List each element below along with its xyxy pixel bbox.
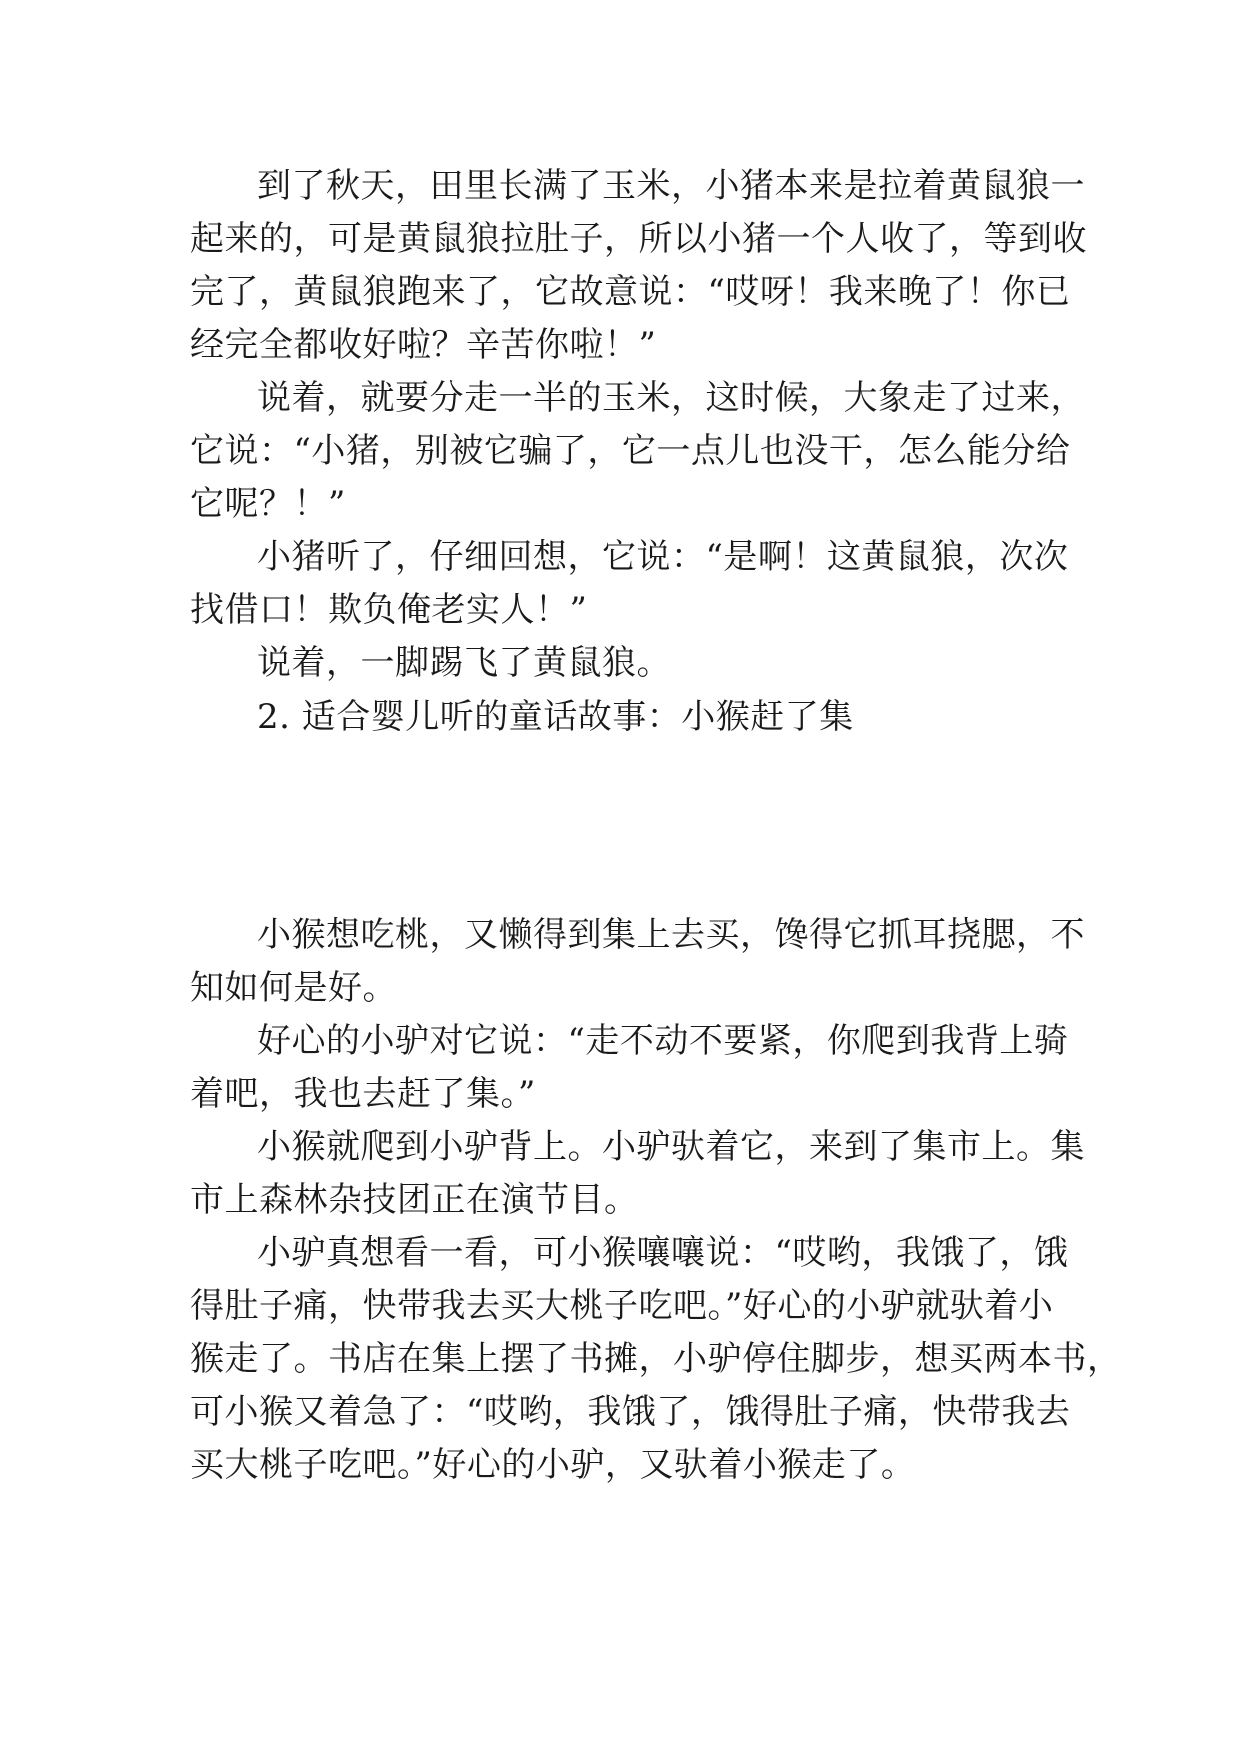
paragraph-line: 小猴想吃桃，又懒得到集上去买，馋得它抓耳挠腮，不 bbox=[257, 915, 1085, 955]
paragraph-line: 小猴就爬到小驴背上。小驴驮着它，来到了集市上。集 bbox=[257, 1127, 1085, 1167]
paragraph-line: 到了秋天，田里长满了玉米，小猪本来是拉着黄鼠狼一 bbox=[257, 166, 1085, 206]
paragraph-line: 小驴真想看一看，可小猴嚷嚷说：“哎哟，我饿了，饿 bbox=[257, 1233, 1069, 1273]
paragraph-line: 得肚子痛，快带我去买大桃子吃吧。”好心的小驴就驮着小 bbox=[190, 1286, 1054, 1326]
paragraph-line: 买大桃子吃吧。”好心的小驴，又驮着小猴走了。 bbox=[190, 1445, 916, 1485]
paragraph-line: 它呢？！” bbox=[190, 484, 346, 524]
story-heading: 2. 适合婴儿听的童话故事：小猴赶了集 bbox=[257, 697, 854, 737]
paragraph-line: 完了，黄鼠狼跑来了，它故意说：“哎呀！我来晚了！你已 bbox=[190, 272, 1071, 312]
paragraph-line: 知如何是好。 bbox=[190, 968, 397, 1008]
paragraph-line: 找借口！欺负俺老实人！” bbox=[190, 590, 588, 630]
paragraph-line: 着吧，我也去赶了集。” bbox=[190, 1074, 536, 1114]
paragraph-line: 经完全都收好啦？辛苦你啦！” bbox=[190, 325, 657, 365]
paragraph-line: 起来的，可是黄鼠狼拉肚子，所以小猪一个人收了，等到收 bbox=[190, 219, 1087, 259]
paragraph-line: 市上森林杂技团正在演节目。 bbox=[190, 1180, 639, 1220]
paragraph-line: 好心的小驴对它说：“走不动不要紧，你爬到我背上骑 bbox=[257, 1021, 1069, 1061]
paragraph-line: 说着，一脚踢飞了黄鼠狼。 bbox=[257, 643, 671, 683]
paragraph-line: 可小猴又着急了：“哎哟，我饿了，饿得肚子痛，快带我去 bbox=[190, 1392, 1071, 1432]
paragraph-line: 小猪听了，仔细回想，它说：“是啊！这黄鼠狼，次次 bbox=[257, 537, 1069, 577]
paragraph-line: 它说：“小猪，别被它骗了，它一点儿也没干，怎么能分给 bbox=[190, 431, 1071, 471]
paragraph-line: 猴走了。书店在集上摆了书摊，小驴停住脚步，想买两本书， bbox=[190, 1339, 1122, 1379]
paragraph-line: 说着，就要分走一半的玉米，这时候，大象走了过来， bbox=[257, 378, 1085, 418]
